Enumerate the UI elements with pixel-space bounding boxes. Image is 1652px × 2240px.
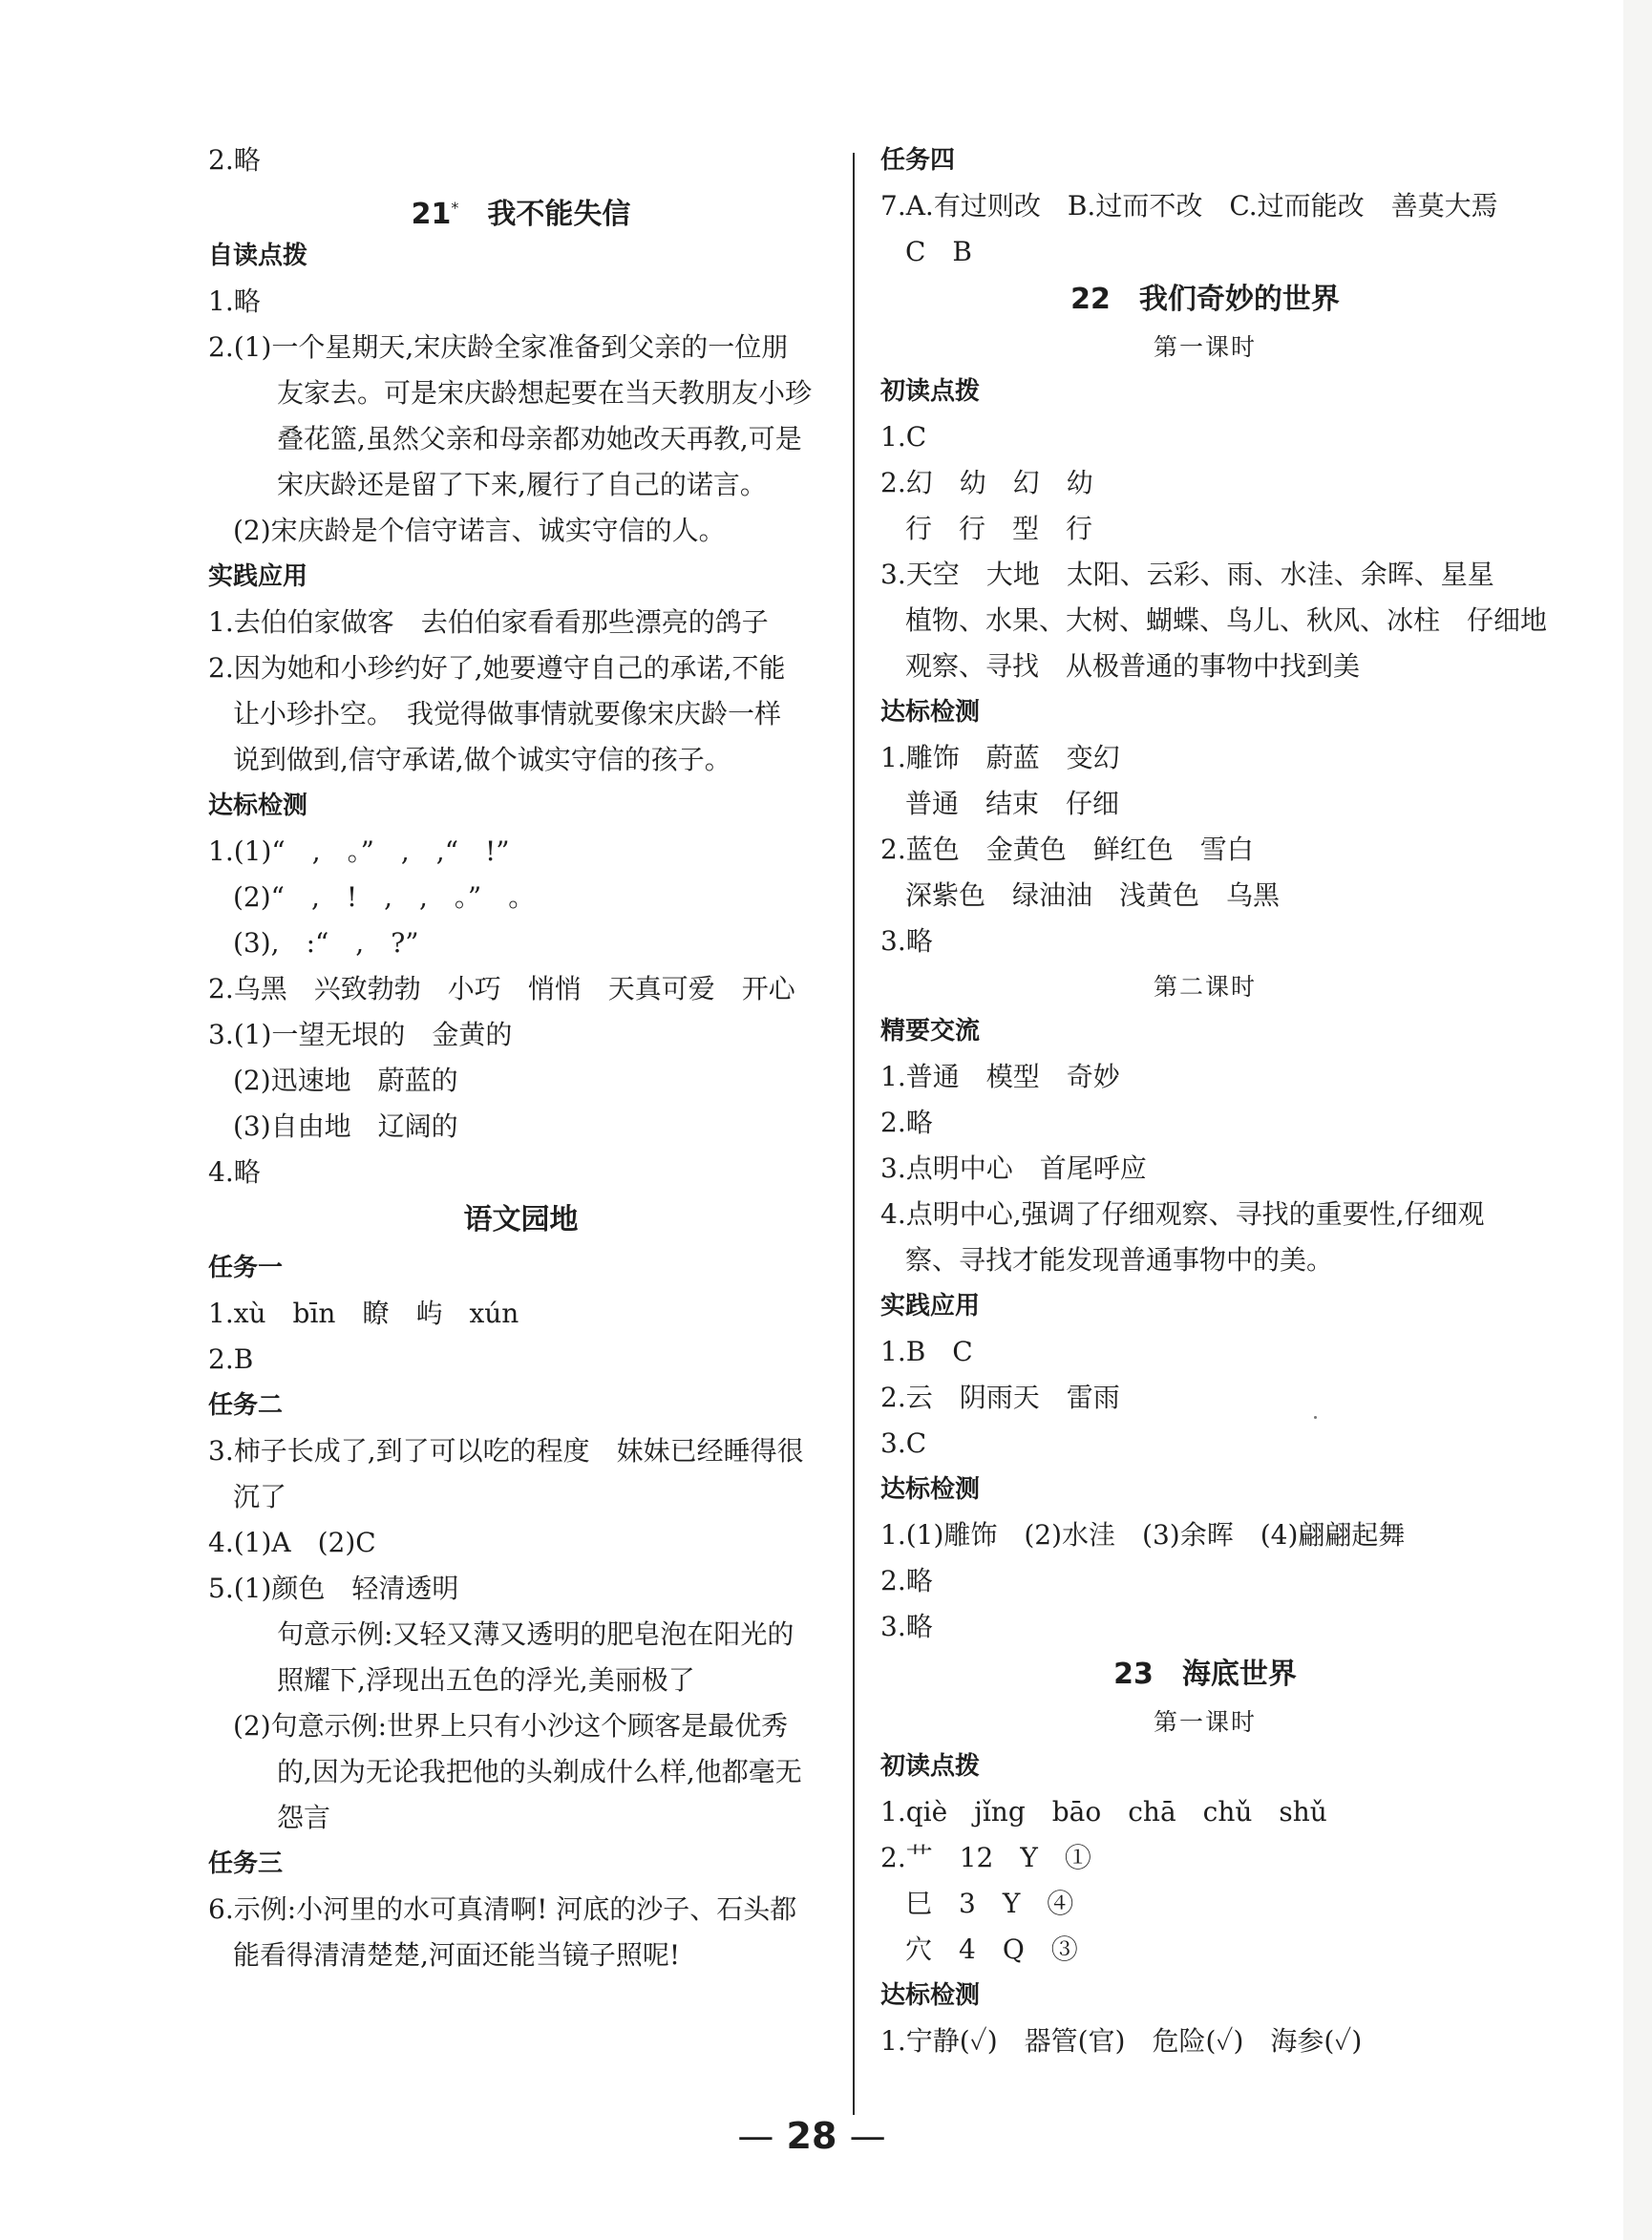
answer-line: 4.略: [208, 1156, 261, 1188]
answer-line: 行 行 型 行: [905, 513, 1093, 544]
answer-line: 1.C: [880, 421, 927, 453]
footer-dash-left: —: [737, 2115, 774, 2157]
answer-line: 植物、水果、大树、蝴蝶、鸟儿、秋风、冰柱 仔细地: [905, 604, 1548, 636]
answer-line: (2)宋庆龄是个信守诺言、诚实守信的人。: [233, 515, 726, 546]
answer-line: 巳 3 Y ④: [905, 1888, 1074, 1919]
answer-line: 说到做到,信守承诺,做个诚实守信的孩子。: [233, 744, 731, 775]
section-heading: 达标检测: [880, 698, 981, 727]
answer-line: 1.雕饰 蔚蓝 变幻: [880, 742, 1120, 773]
section-heading: 实践应用: [208, 562, 308, 591]
section-heading: 达标检测: [880, 1981, 981, 2010]
lesson-number: 23: [1113, 1658, 1154, 1691]
page-number: 28: [786, 2115, 837, 2157]
answer-line: 观察、寻找 从极普通的事物中找到美: [905, 650, 1361, 682]
answer-line: 3.点明中心 首尾呼应: [880, 1152, 1147, 1184]
section-heading: 初读点拨: [880, 1752, 981, 1781]
lesson-number: 22: [1070, 283, 1111, 316]
section-heading: 精要交流: [880, 1017, 981, 1046]
answer-line: 4.点明中心,强调了仔细观察、寻找的重要性,仔细观: [880, 1198, 1485, 1230]
answer-line: 3.略: [880, 925, 933, 957]
answer-line: 1.略: [208, 285, 261, 317]
answer-line: 5.(1)颜色 轻清透明: [208, 1573, 459, 1604]
section-heading: 任务二: [208, 1391, 284, 1420]
answer-line: 句意示例:又轻又薄又透明的肥皂泡在阳光的: [277, 1618, 794, 1650]
answer-line: 2.略: [880, 1107, 933, 1138]
answer-line: 沉了: [233, 1481, 287, 1512]
section-heading: 达标检测: [208, 792, 308, 820]
answer-line: 3.C: [880, 1427, 927, 1459]
answer-line: (2)句意示例:世界上只有小沙这个顾客是最优秀: [233, 1710, 789, 1742]
answer-line: 1.宁静(✓) 器管(官) 危险(✓) 海参(✓): [880, 2025, 1363, 2057]
lesson-name: 我们奇妙的世界: [1138, 283, 1340, 316]
answer-line: 1.(1)“ , 。” , ,“ !”: [208, 835, 510, 867]
answer-line: 2.云 阴雨天 雷雨: [880, 1382, 1120, 1413]
lesson-title-23: [880, 1656, 1530, 1705]
right-column: [880, 143, 1548, 2070]
lesson-title-22: [880, 281, 1530, 330]
page-footer: [0, 2112, 1623, 2160]
answer-line: 2.乌黑 兴致勃勃 小巧 悄悄 天真可爱 开心: [208, 973, 795, 1004]
answer-line: 3.天空 大地 太阳、云彩、雨、水洼、余晖、星星: [880, 559, 1494, 590]
lesson-name: 海底世界: [1181, 1658, 1297, 1691]
lesson-period: 第一课时: [1153, 333, 1257, 361]
lesson-title-21: [208, 189, 834, 239]
lesson-name: 我不能失信: [487, 198, 631, 231]
answer-line: 友家去。可是宋庆龄想起要在当天教朋友小珍: [277, 377, 813, 409]
section-heading: 实践应用: [880, 1292, 981, 1321]
answer-line: 1.去伯伯家做客 去伯伯家看看那些漂亮的鸽子: [208, 606, 769, 638]
answer-line: 2.略: [880, 1565, 933, 1596]
section-heading: 达标检测: [880, 1475, 981, 1504]
answer-line: 深紫色 绿油油 浅黄色 乌黑: [905, 879, 1281, 911]
lesson-period: 第一课时: [1153, 1708, 1257, 1736]
answer-line: 1.(1)雕饰 (2)水洼 (3)余晖 (4)翩翩起舞: [880, 1519, 1406, 1551]
answer-line: 1.普通 模型 奇妙: [880, 1061, 1120, 1092]
section-heading: 任务一: [208, 1254, 284, 1282]
answer-line: 2.B: [208, 1343, 254, 1375]
section-title-yuwen: 语文园地: [463, 1203, 579, 1236]
answer-line: C B: [905, 236, 973, 267]
answer-line: 7.A.有过则改 B.过而不改 C.过而能改 善莫大焉: [880, 190, 1498, 222]
answer-line: 宋庆龄还是留了下来,履行了自己的诺言。: [277, 469, 767, 500]
answer-line: 照耀下,浮现出五色的浮光,美丽极了: [277, 1664, 695, 1696]
section-heading: 自读点拨: [208, 242, 308, 270]
answer-line: 2.(1)一个星期天,宋庆龄全家准备到父亲的一位朋: [208, 331, 789, 363]
answer-line: 2.幻 幼 幻 幼: [880, 467, 1093, 498]
answer-line: 3.(1)一望无垠的 金黄的: [208, 1019, 513, 1050]
answer-line: (3)自由地 辽阔的: [233, 1110, 458, 1142]
answer-line: 的,因为无论我把他的头剃成什么样,他都毫无: [277, 1756, 802, 1787]
answer-line: 2.因为她和小珍约好了,她要遵守自己的承诺,不能: [208, 652, 786, 684]
section-heading: 任务三: [208, 1849, 284, 1878]
lesson-period: 第二课时: [1153, 973, 1257, 1001]
lesson-number: 21: [411, 198, 452, 231]
answer-line: 4.(1)A (2)C: [208, 1527, 376, 1558]
answer-line: 2.蓝色 金黄色 鲜红色 雪白: [880, 834, 1254, 865]
answer-line: (3), :“ , ?”: [233, 927, 419, 959]
answer-line: (2)迅速地 蔚蓝的: [233, 1065, 458, 1096]
answer-line: 2.略: [208, 144, 261, 176]
column-divider: [853, 153, 855, 2115]
answer-line: 1.qiè jǐng bāo chā chǔ shǔ: [880, 1796, 1327, 1828]
answer-line: 1.B C: [880, 1336, 973, 1367]
answer-line: 1.xù bīn 瞭 屿 xún: [208, 1298, 519, 1329]
section-heading: 初读点拨: [880, 377, 981, 406]
footer-dash-right: —: [849, 2115, 886, 2157]
answer-line: 3.略: [880, 1611, 933, 1642]
answer-line: 6.示例:小河里的水可真清啊! 河底的沙子、石头都: [208, 1893, 797, 1925]
answer-line: 穴 4 Q ③: [905, 1934, 1078, 1965]
answer-line: 普通 结束 仔细: [905, 788, 1120, 819]
answer-line: 让小珍扑空。 我觉得做事情就要像宋庆龄一样: [233, 698, 782, 729]
answer-line: 叠花篮,虽然父亲和母亲都劝她改天再教,可是: [277, 423, 802, 454]
answer-line: 能看得清清楚楚,河面还能当镜子照呢!: [233, 1939, 681, 1971]
lesson-star: *: [451, 199, 459, 217]
left-column: [208, 143, 834, 1984]
answer-line: (2)“ , ! , , 。” 。: [233, 881, 536, 913]
answer-line: 怨言: [277, 1802, 331, 1833]
section-heading: 任务四: [880, 146, 956, 175]
answer-line: 察、寻找才能发现普通事物中的美。: [905, 1244, 1334, 1276]
answer-line: 2.艹 12 Y ①: [880, 1842, 1091, 1873]
answer-line: 3.柿子长成了,到了可以吃的程度 妹妹已经睡得很: [208, 1435, 804, 1467]
